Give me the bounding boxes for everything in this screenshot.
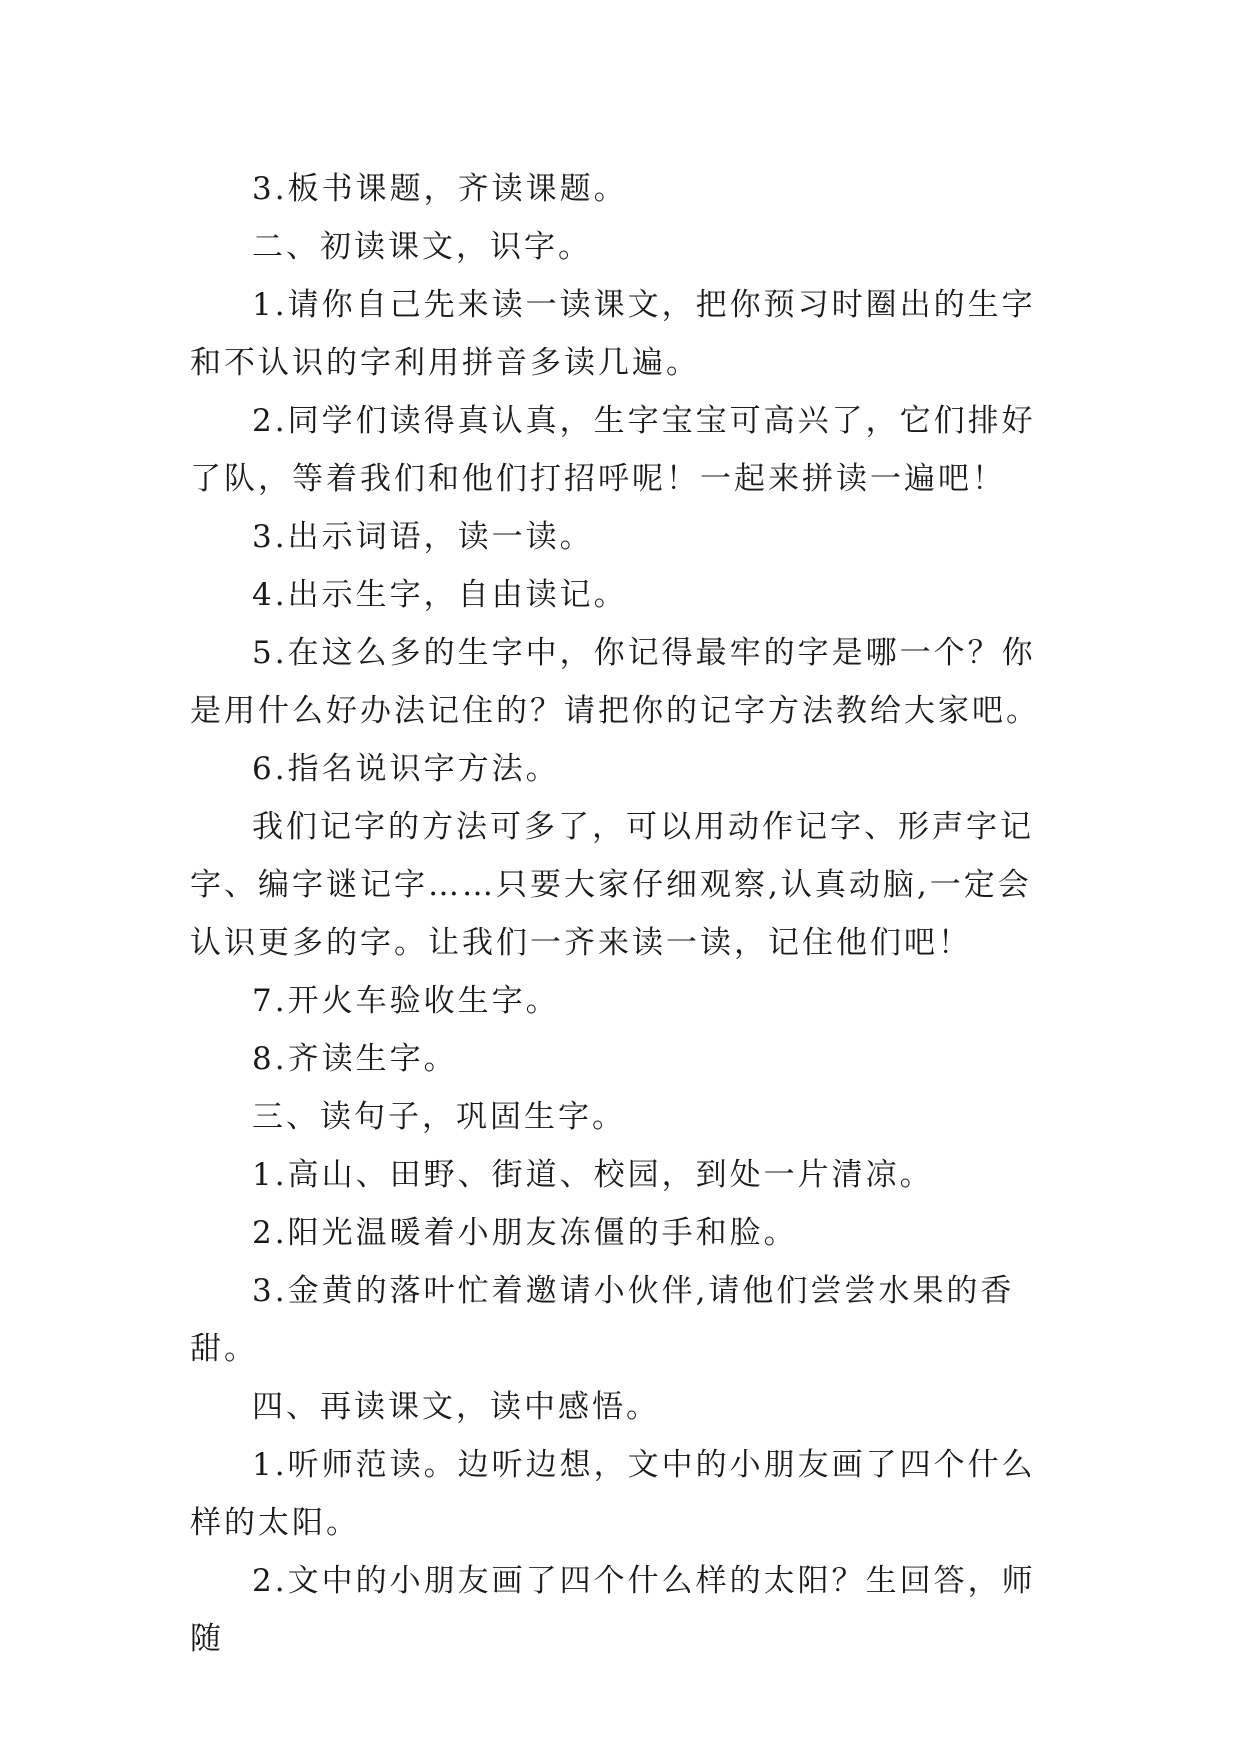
paragraph: 1.高山、田野、街道、校园，到处一片清凉。 (252, 1157, 934, 1193)
paragraph: 4.出示生字，自由读记。 (252, 577, 628, 613)
section-heading: 四、再读课文，读中感悟。 (252, 1389, 660, 1425)
paragraph: 8.齐读生字。 (252, 1041, 458, 1077)
paragraph: 2.文中的小朋友画了四个什么样的太阳？生回答，师随 (190, 1563, 1036, 1657)
paragraph: 1.听师范读。边听边想，文中的小朋友画了四个什么样的太阳。 (190, 1447, 1036, 1541)
section-heading: 二、初读课文，识字。 (252, 229, 592, 265)
paragraph: 2.同学们读得真认真，生字宝宝可高兴了，它们排好了队，等着我们和他们打招呼呢！一起来拼读一遍吧！ (190, 403, 1036, 497)
paragraph: 3.出示词语，读一读。 (252, 519, 594, 555)
paragraph: 我们记字的方法可多了，可以用动作记字、形声字记字、编字谜记字……只要大家仔细观察,认真动脑,一定会认识更多的字。让我们一齐来读一读，记住他们吧！ (190, 809, 1034, 961)
paragraph: 5.在这么多的生字中，你记得最牢的字是哪一个？你是用什么好办法记住的？请把你的记字方法教给大家吧。 (190, 635, 1040, 729)
paragraph: 1.请你自己先来读一读课文，把你预习时圈出的生字和不认识的字利用拼音多读几遍。 (190, 287, 1036, 381)
paragraph: 3.板书课题，齐读课题。 (252, 171, 628, 207)
paragraph: 6.指名说识字方法。 (252, 751, 560, 787)
section-heading: 三、读句子，巩固生字。 (252, 1099, 626, 1135)
document-body (190, 160, 1060, 1668)
paragraph: 7.开火车验收生字。 (252, 983, 560, 1019)
paragraph: 2.阳光温暖着小朋友冻僵的手和脸。 (252, 1215, 798, 1251)
paragraph: 3.金黄的落叶忙着邀请小伙伴,请他们尝尝水果的香甜。 (190, 1273, 1015, 1367)
